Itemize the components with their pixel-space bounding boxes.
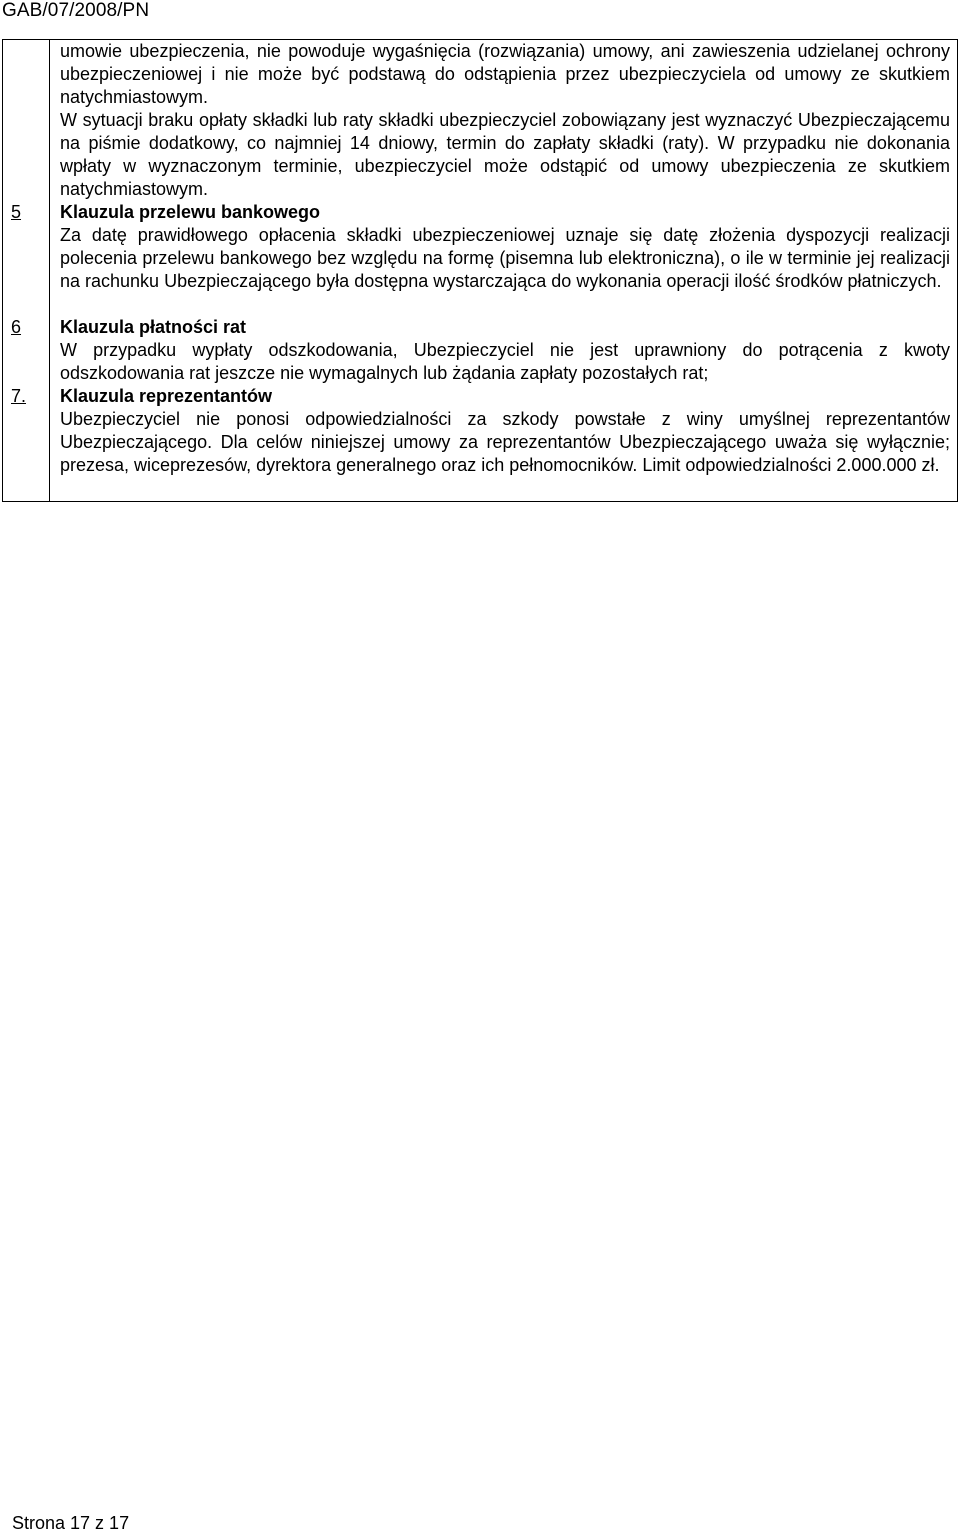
continuation-paragraph: umowie ubezpieczenia, nie powoduje wygaśnięcia (rozwiązania) umowy, ani zawieszenia udzielanej ochrony ubezpieczeniowej i nie może być podstawą do odstąpienia przez ubezpieczyciela od umowy ze skutkiem natychmiastowym.: [60, 41, 950, 107]
clause-text: Za datę prawidłowego opłacenia składki ubezpieczeniowej uznaje się datę złożenia dyspozycji realizacji polecenia przelewu bankowego bez względu na formę (pisemna lub elektroniczna), o ile w terminie jej realizacji na rachunku Ubezpieczającego była dostępna wystarczająca do wykonania operacji ilość środków płatniczych.: [60, 225, 950, 291]
column-divider: [49, 40, 50, 501]
clause-title: Klauzula przelewu bankowego: [60, 202, 321, 222]
clause-title: Klauzula reprezentantów: [60, 386, 273, 406]
clause-number: 5: [11, 202, 22, 222]
document-id: GAB/07/2008/PN: [2, 0, 150, 21]
clause-body: [60, 385, 950, 477]
clause-number: 7.: [11, 386, 27, 406]
page-number: Strona 17 z 17: [12, 1513, 130, 1533]
clause-text: W przypadku wypłaty odszkodowania, Ubezpieczyciel nie jest uprawniony do potrącenia z kwoty odszkodowania rat jeszcze nie wymagalnych lub żądania zapłaty pozostałych rat;: [60, 340, 950, 383]
clause-title: Klauzula płatności rat: [60, 317, 247, 337]
clause-number: 6: [11, 317, 22, 337]
continuation-paragraph: W sytuacji braku opłaty składki lub raty składki ubezpieczyciel zobowiązany jest wyznaczyć Ubezpieczającemu na piśmie dodatkowy, co najmniej 14 dniowy, termin do zapłaty składki (raty). W przypadku nie dokonania wpłaty w wyznaczonym terminie, ubezpieczyciel może odstąpić od umowy ubezpieczenia ze skutkiem natychmiastowym.: [60, 110, 950, 199]
clause-text: Ubezpieczyciel nie ponosi odpowiedzialności za szkody powstałe z winy umyślnej reprezentantów Ubezpieczającego. Dla celów niniejszej umowy za reprezentantów Ubezpieczającego uważa się wyłącznie; prezesa, wiceprezesów, dyrektora generalnego oraz ich pełnomocników. Limit odpowiedzialności 2.000.000 zł.: [60, 409, 950, 475]
clause-table: [2, 39, 958, 502]
continuation-cell: [60, 40, 950, 201]
clause-body: [60, 316, 950, 385]
clause-body: [60, 201, 950, 293]
